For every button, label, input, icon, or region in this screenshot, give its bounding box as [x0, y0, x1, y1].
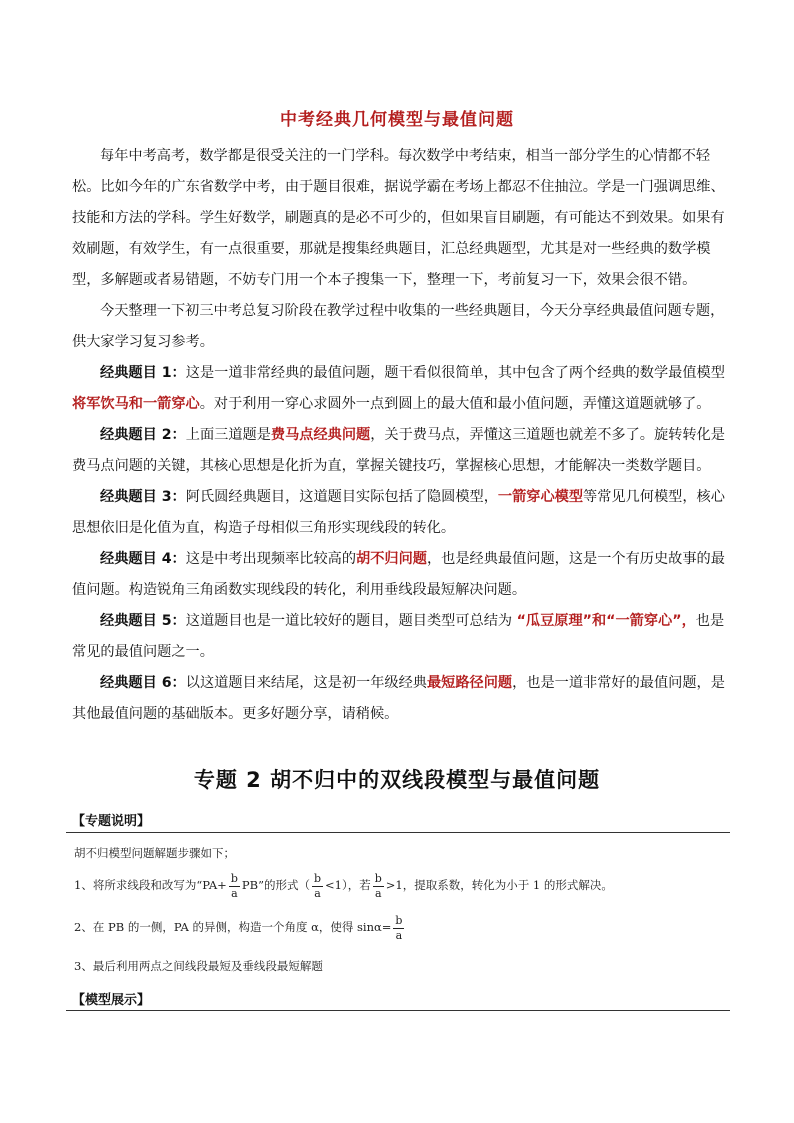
highlight: 最短路径问题 — [426, 675, 513, 691]
document-title: 中考经典几何模型与最值问题 — [280, 110, 514, 130]
highlight: 将军饮马和一箭穿心 — [72, 396, 200, 412]
item-1: 经典题目 1：这是一道非常经典的最值问题，题干看似很简单，其中包含了两个经典的数学最值模型将军饮马和一箭穿心。对于利用一穿心求圆外一点到圆上的最大值和最小值问题，弄懂这道题就够了。 — [72, 365, 725, 412]
item-label: 经典题目 6： — [100, 675, 186, 691]
item-label: 经典题目 5： — [100, 613, 186, 629]
highlight: 费马点经典问题 — [270, 427, 371, 443]
item-5: 经典题目 5：这道题目也是一道比较好的题目，题目类型可总结为 “瓜豆原理”和“一箭穿心”，也是常见的最值问题之一。 — [72, 613, 725, 660]
item-6: 经典题目 6：以这道题目来结尾，这是初一年级经典最短路径问题，也是一道非常好的最值问题，是其他最值问题的基础版本。更多好题分享，请稍候。 — [72, 675, 725, 722]
item-label: 经典题目 1： — [100, 365, 186, 381]
highlight: “瓜豆原理”和“一箭穿心”， — [516, 613, 696, 629]
item-3: 经典题目 3：阿氏圆经典题目，这道题目实际包括了隐圆模型，一箭穿心模型等常见几何模型，核心思想依旧是化值为直，构造子母相似三角形实现线段的转化。 — [72, 489, 725, 536]
highlight: 一箭穿心模型 — [497, 489, 584, 505]
fraction: $\frac{b}{a}$ — [230, 871, 238, 900]
item-label: 经典题目 2： — [100, 427, 186, 443]
item-4: 经典题目 4：这是中考出现频率比较高的胡不归问题，也是经典最值问题，这是一个有历史故事的最值问题。构造锐角三角函数实现线段的转化，利用垂线段最短解决问题。 — [72, 551, 725, 598]
fraction: $\frac{b}{a}$ — [313, 871, 321, 900]
fraction: $\frac{b}{a}$ — [395, 913, 403, 942]
divider — [66, 1010, 730, 1011]
step-2: 2、在 PB 的一侧，PA 的异侧，构造一个角度 α，使得 sinα= $\frac{b}{a}$ — [74, 913, 403, 942]
step-3: 3、最后利用两点之间线段最短及垂线段最短解题 — [74, 959, 323, 973]
item-label: 经典题目 4： — [100, 551, 186, 567]
section-note-heading: 【专题说明】 — [72, 814, 151, 829]
steps-intro: 胡不归模型问题解题步骤如下； — [74, 846, 235, 860]
section-model-heading: 【模型展示】 — [72, 993, 151, 1008]
topic-title: 专题 2 胡不归中的双线段模型与最值问题 — [193, 768, 601, 792]
intro-paragraph-1: 每年中考高考，数学都是很受关注的一门学科。每次数学中考结束，相当一部分学生的心情都不轻松。比如今年的广东省数学中考，由于题目很难，据说学霸在考场上都忍不住抽泣。学是一门强调思维、技能和方法的学科。学生好数学，刷题真的是必不可少的，但如果盲目刷题，有可能达不到效果。如果有效刷题，有效学生，有一点很重要，那就是搜集经典题目，汇总经典题型，尤其是对一些经典的数学模型，多解题或者易错题，不妨专门用一个本子搜集一下，整理一下，考前复习一下，效果会很不错。 — [72, 148, 725, 288]
fraction: $\frac{b}{a}$ — [374, 871, 382, 900]
step-1: 1、将所求线段和改写为“PA+ $\frac{b}{a}$ PB”的形式（ $\frac{b}{a}$ <1），若 $\frac{b}{a}$ >1，提取系数，转化为小于 1 的形式解决。 — [74, 871, 613, 900]
item-label: 经典题目 3： — [100, 489, 186, 505]
highlight: 胡不归问题 — [356, 551, 427, 567]
intro-paragraph-2: 今天整理一下初三中考总复习阶段在教学过程中收集的一些经典题目，今天分享经典最值问题专题，供大家学习复习参考。 — [72, 303, 725, 350]
item-2: 经典题目 2：上面三道题是费马点经典问题，关于费马点，弄懂这三道题也就差不多了。旋转转化是费马点问题的关键，其核心思想是化折为直，掌握关键技巧，掌握核心思想，才能解决一类数学题目。 — [72, 427, 725, 474]
divider — [66, 832, 730, 833]
